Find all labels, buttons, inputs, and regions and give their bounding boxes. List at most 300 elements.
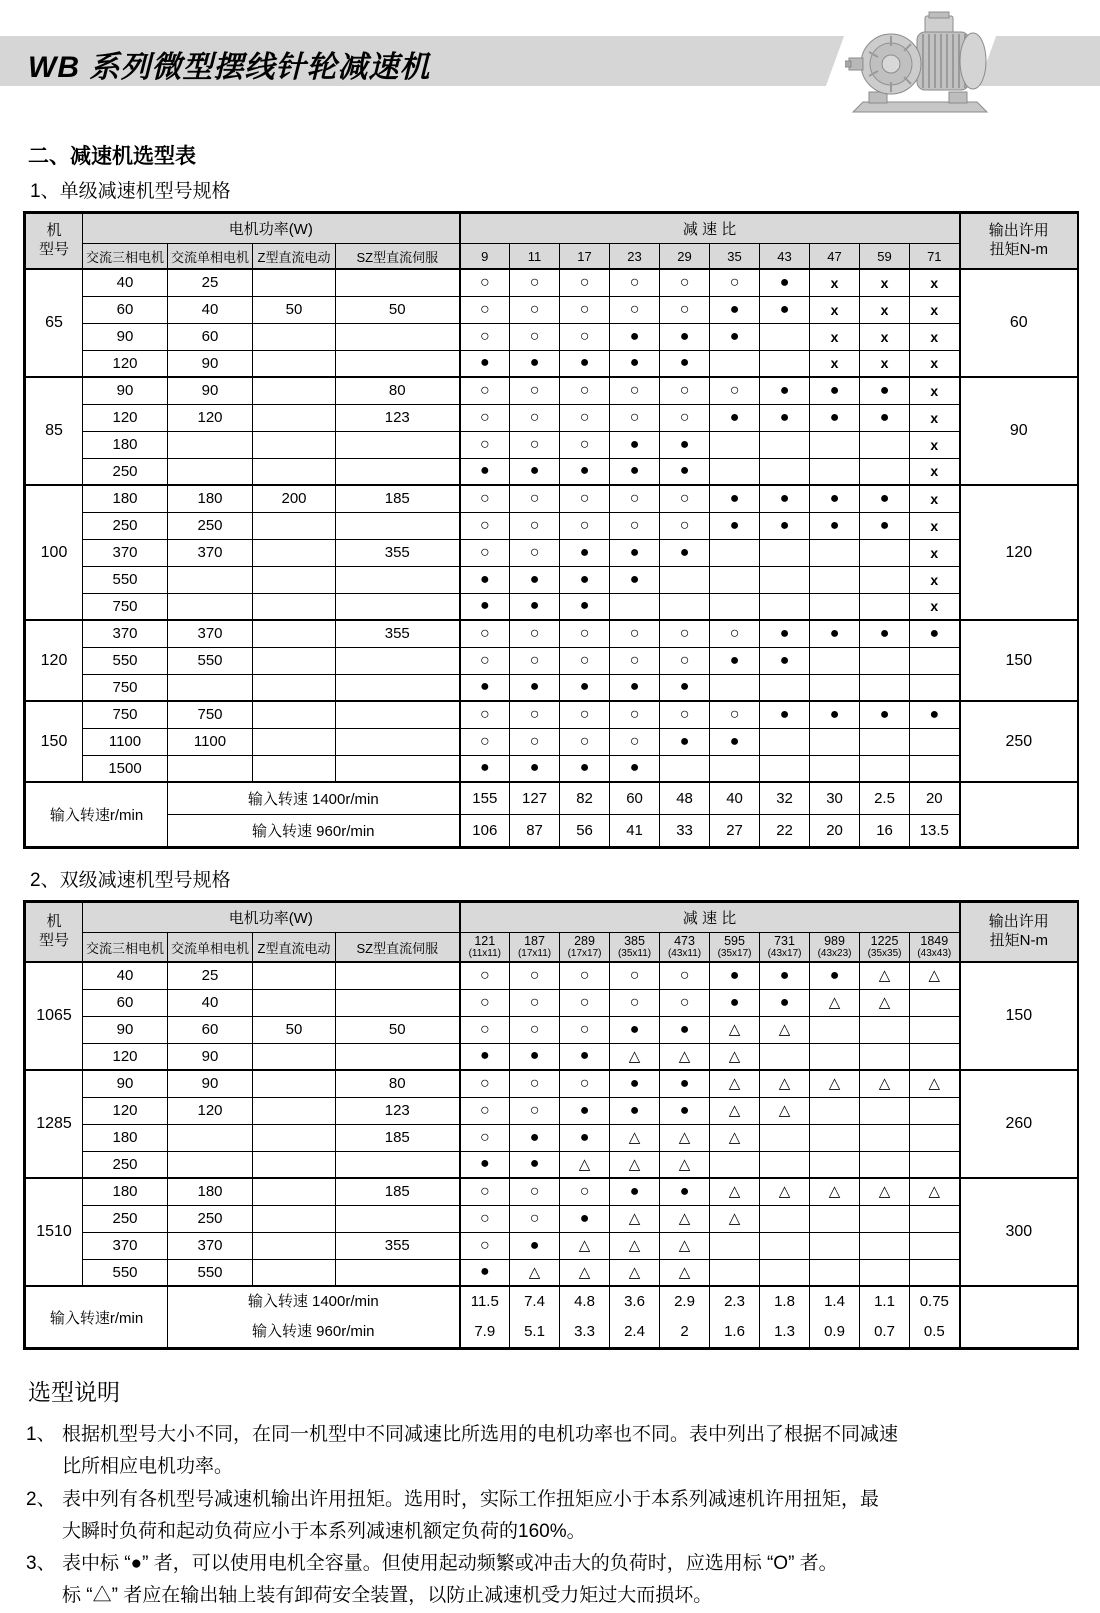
note-line: 表中标 “●” 者，可以使用电机全容量。但使用起动频繁或冲击大的负荷时，应选用标 “O” 者。 — [62, 1553, 838, 1575]
footer-value: 0.7 — [874, 1323, 895, 1340]
mark-cell: ● — [710, 404, 760, 431]
mark-cell: ● — [610, 1097, 660, 1124]
footer-speed-label: 输入转速 960r/min — [252, 1323, 375, 1340]
torque-cell: 150 — [960, 962, 1078, 1070]
torque-cell: 120 — [960, 485, 1078, 620]
table-row — [26, 1151, 1078, 1178]
ratio-col-header: 35 — [710, 244, 760, 270]
power-cell — [336, 350, 460, 377]
mark-cell: ○ — [660, 701, 710, 728]
mark-cell — [760, 1205, 810, 1232]
mark-cell: ○ — [560, 269, 610, 296]
mark-cell — [910, 674, 960, 701]
table2-title: 2、双级减速机型号规格 — [30, 870, 231, 891]
torque-header-line: 扭矩N-m — [989, 241, 1048, 258]
single-stage-table-wrap — [23, 211, 1079, 849]
footer-label-cell: 输入转速r/min — [26, 782, 168, 847]
table-row — [26, 296, 1078, 323]
mark-cell — [860, 566, 910, 593]
mark-cell: ● — [660, 323, 710, 350]
mark-cell: x — [910, 350, 960, 377]
power-cell: 90 — [168, 1070, 253, 1097]
power-cell — [336, 962, 460, 989]
power-cell: 1100 — [83, 728, 168, 755]
torque-header-line: 输出许用 — [988, 913, 1049, 931]
mark-cell: ● — [610, 458, 660, 485]
note-number: 3、 — [26, 1553, 56, 1575]
power-cell: 80 — [336, 1070, 460, 1097]
mark-cell: x — [810, 296, 860, 323]
power-cell: 90 — [83, 1016, 168, 1043]
mark-cell: ● — [660, 1097, 710, 1124]
table-row — [26, 962, 1078, 989]
footer-value: 2.3 — [724, 1293, 745, 1310]
footer-value-cell: 22 — [760, 815, 810, 847]
power-cell — [253, 566, 336, 593]
mark-cell: x — [910, 539, 960, 566]
mark-cell: ○ — [660, 962, 710, 989]
mark-cell: ● — [860, 620, 910, 647]
mark-cell: ○ — [510, 431, 560, 458]
header-row — [26, 214, 1078, 244]
power-cell: 120 — [168, 404, 253, 431]
power-cell — [253, 350, 336, 377]
power-col-header: SZ型直流伺服 — [336, 933, 460, 963]
ratio-formula: (35x11) — [617, 948, 652, 960]
mark-cell: ● — [710, 485, 760, 512]
ratio-col-header: 47 — [810, 244, 860, 270]
footer-value: 11.5 — [470, 1293, 499, 1310]
mark-cell: ● — [860, 701, 910, 728]
mark-cell — [910, 647, 960, 674]
mark-cell: ● — [760, 512, 810, 539]
model-cell: 100 — [26, 485, 83, 620]
note-line: 表中列有各机型号减速机输出许用扭矩。选用时，实际工作扭矩应小于本系列减速机许用扭矩，最 — [62, 1488, 880, 1510]
mark-cell: ● — [460, 350, 510, 377]
footer-value-cell — [560, 1286, 610, 1348]
mark-cell — [810, 647, 860, 674]
table-row — [26, 431, 1078, 458]
mark-cell: x — [910, 485, 960, 512]
power-cell — [336, 269, 460, 296]
mark-cell: △ — [660, 1151, 710, 1178]
mark-cell: ● — [810, 377, 860, 404]
mark-cell: ● — [560, 350, 610, 377]
mark-cell: ○ — [660, 404, 710, 431]
mark-cell: ○ — [560, 404, 610, 431]
footer-value-cell — [760, 1286, 810, 1348]
footer-value: 2 — [680, 1323, 689, 1340]
power-cell: 750 — [83, 701, 168, 728]
mark-cell — [860, 1205, 910, 1232]
power-cell: 50 — [336, 1016, 460, 1043]
power-col-header: Z型直流电动 — [253, 244, 336, 270]
mark-cell: ○ — [510, 269, 560, 296]
mark-cell: ○ — [460, 701, 510, 728]
mark-cell: ● — [610, 323, 660, 350]
torque-cell: 300 — [960, 1178, 1078, 1286]
mark-cell: △ — [510, 1259, 560, 1286]
power-cell: 60 — [168, 1016, 253, 1043]
mark-cell — [710, 350, 760, 377]
mark-cell: △ — [660, 1043, 710, 1070]
mark-cell: ○ — [510, 989, 560, 1016]
mark-cell: ○ — [560, 377, 610, 404]
power-cell — [253, 1043, 336, 1070]
mark-cell: ○ — [510, 377, 560, 404]
mark-cell: △ — [560, 1151, 610, 1178]
model-header-line: 机 — [46, 222, 62, 240]
footer-value-cell: 13.5 — [910, 815, 960, 847]
mark-cell: ● — [860, 512, 910, 539]
header-row — [26, 903, 1078, 933]
mark-cell: ● — [710, 296, 760, 323]
mark-cell: ● — [860, 485, 910, 512]
ratio-col-header — [810, 933, 860, 963]
mark-cell: △ — [860, 989, 910, 1016]
mark-cell: x — [910, 431, 960, 458]
mark-cell: ○ — [610, 512, 660, 539]
mark-cell: ○ — [710, 377, 760, 404]
mark-cell — [860, 728, 910, 755]
mark-cell — [760, 1043, 810, 1070]
ratio-col-header — [760, 933, 810, 963]
mark-cell: ○ — [460, 620, 510, 647]
mark-cell — [810, 1124, 860, 1151]
footer-value-cell — [710, 1286, 760, 1348]
power-cell — [168, 674, 253, 701]
footer-value-cell: 40 — [710, 782, 760, 815]
footer-value: 2.4 — [624, 1323, 645, 1340]
power-cell: 90 — [168, 1043, 253, 1070]
mark-cell: △ — [910, 1178, 960, 1205]
mark-cell: ● — [510, 566, 560, 593]
double-stage-selection-table — [25, 902, 1078, 1348]
mark-cell: ○ — [510, 701, 560, 728]
ratio-formula: (17x17) — [567, 948, 602, 960]
note-item — [26, 1548, 1078, 1613]
footer-value: 0.5 — [923, 1323, 945, 1340]
power-cell: 90 — [83, 1070, 168, 1097]
torque-cell: 150 — [960, 620, 1078, 701]
mark-cell: △ — [610, 1151, 660, 1178]
mark-cell: x — [910, 377, 960, 404]
power-group-header: 电机功率(W) — [83, 903, 460, 933]
mark-cell: ● — [610, 431, 660, 458]
gear-motor-image — [845, 8, 995, 116]
notes-section — [26, 1374, 1078, 1613]
table-row — [26, 701, 1078, 728]
mark-cell: ● — [710, 647, 760, 674]
mark-cell — [810, 1097, 860, 1124]
mark-cell: ○ — [610, 404, 660, 431]
mark-cell: ● — [560, 458, 610, 485]
mark-cell: △ — [610, 1259, 660, 1286]
mark-cell — [810, 1016, 860, 1043]
mark-cell: ○ — [560, 728, 610, 755]
mark-cell: ● — [560, 1043, 610, 1070]
power-cell: 123 — [336, 1097, 460, 1124]
mark-cell: △ — [860, 962, 910, 989]
mark-cell: ○ — [610, 701, 660, 728]
mark-cell — [910, 1097, 960, 1124]
mark-cell: ● — [660, 1178, 710, 1205]
mark-cell: △ — [660, 1259, 710, 1286]
power-cell: 120 — [83, 350, 168, 377]
mark-cell: △ — [910, 962, 960, 989]
mark-cell: ● — [560, 674, 610, 701]
footer-value-cell — [910, 1286, 960, 1348]
power-cell — [336, 431, 460, 458]
power-cell: 355 — [336, 620, 460, 647]
single-stage-selection-table — [25, 213, 1078, 847]
mark-cell — [860, 755, 910, 782]
mark-cell: △ — [660, 1124, 710, 1151]
power-cell: 40 — [168, 296, 253, 323]
header-row — [26, 244, 1078, 270]
power-cell: 120 — [83, 1097, 168, 1124]
power-cell — [253, 962, 336, 989]
ratio-value: 385 — [624, 933, 645, 948]
power-cell: 550 — [83, 1259, 168, 1286]
mark-cell: ○ — [560, 485, 610, 512]
model-cell: 120 — [26, 620, 83, 701]
power-cell — [168, 566, 253, 593]
footer-value-cell — [510, 1286, 560, 1348]
mark-cell: ● — [610, 1016, 660, 1043]
mark-cell: ● — [760, 485, 810, 512]
mark-cell — [910, 728, 960, 755]
power-cell — [253, 1178, 336, 1205]
mark-cell — [710, 458, 760, 485]
mark-cell: ○ — [560, 323, 610, 350]
table-row — [26, 620, 1078, 647]
mark-cell: ● — [710, 323, 760, 350]
mark-cell — [710, 593, 760, 620]
table-row — [26, 566, 1078, 593]
power-cell — [168, 1124, 253, 1151]
power-col-header: 交流三相电机 — [83, 244, 168, 270]
power-col-header: 交流单相电机 — [168, 244, 253, 270]
ratio-formula: (11x11) — [468, 948, 501, 960]
model-cell: 65 — [26, 269, 83, 377]
note-line: 标 “△” 者应在输出轴上装有卸荷安全装置，以防止减速机受力矩过大而损坏。 — [62, 1585, 713, 1607]
mark-cell: ○ — [460, 539, 510, 566]
mark-cell: △ — [610, 1232, 660, 1259]
power-cell — [336, 755, 460, 782]
power-cell: 185 — [336, 1178, 460, 1205]
mark-cell: △ — [710, 1124, 760, 1151]
footer-value-cell: 27 — [710, 815, 760, 847]
mark-cell: ○ — [460, 323, 510, 350]
power-cell: 120 — [168, 1097, 253, 1124]
footer-speed-label-cell: 输入转速 1400r/min — [168, 782, 460, 815]
model-header-line: 机 — [46, 913, 62, 931]
ratio-group-header: 减 速 比 — [460, 903, 960, 933]
mark-cell: x — [860, 350, 910, 377]
power-cell — [336, 1259, 460, 1286]
power-cell: 250 — [168, 512, 253, 539]
power-cell — [336, 674, 460, 701]
power-cell: 370 — [83, 539, 168, 566]
mark-cell: △ — [710, 1178, 760, 1205]
note-line: 比所相应电机功率。 — [62, 1456, 234, 1478]
mark-cell: ● — [460, 755, 510, 782]
mark-cell — [760, 1232, 810, 1259]
power-cell — [253, 1097, 336, 1124]
footer-torque-cell — [960, 1286, 1078, 1348]
footer-value-cell — [860, 1286, 910, 1348]
mark-cell — [810, 458, 860, 485]
mark-cell: △ — [710, 1097, 760, 1124]
power-cell: 550 — [168, 1259, 253, 1286]
footer-value: 3.3 — [574, 1323, 595, 1340]
table-row — [26, 1205, 1078, 1232]
footer-value: 5.1 — [524, 1323, 545, 1340]
ratio-formula: (43x11) — [667, 948, 702, 960]
mark-cell: △ — [760, 1178, 810, 1205]
mark-cell: ● — [910, 620, 960, 647]
mark-cell — [810, 431, 860, 458]
footer-value-cell: 60 — [610, 782, 660, 815]
footer-value-cell: 16 — [860, 815, 910, 847]
mark-cell: ○ — [560, 1016, 610, 1043]
power-cell — [253, 755, 336, 782]
mark-cell — [760, 350, 810, 377]
mark-cell — [760, 1259, 810, 1286]
mark-cell: ○ — [510, 1178, 560, 1205]
power-cell: 370 — [168, 539, 253, 566]
note-text — [62, 1419, 1078, 1484]
mark-cell: ○ — [660, 647, 710, 674]
mark-cell: △ — [610, 1205, 660, 1232]
mark-cell: ○ — [460, 431, 510, 458]
mark-cell — [910, 1259, 960, 1286]
mark-cell — [860, 1151, 910, 1178]
power-cell — [253, 701, 336, 728]
footer-speed-label-cell: 输入转速 960r/min — [168, 815, 460, 847]
footer-value-cell: 155 — [460, 782, 510, 815]
mark-cell: ○ — [510, 728, 560, 755]
footer-value: 3.6 — [624, 1293, 645, 1310]
mark-cell: ○ — [610, 485, 660, 512]
footer-torque-cell — [960, 782, 1078, 847]
mark-cell: ○ — [510, 1097, 560, 1124]
power-col-header: 交流三相电机 — [83, 933, 168, 963]
mark-cell: ● — [760, 620, 810, 647]
mark-cell — [910, 1043, 960, 1070]
power-cell — [336, 593, 460, 620]
power-cell: 90 — [168, 377, 253, 404]
power-cell — [336, 1043, 460, 1070]
table-row — [26, 512, 1078, 539]
mark-cell: ○ — [460, 1178, 510, 1205]
footer-label-cell: 输入转速r/min — [26, 1286, 168, 1348]
mark-cell — [710, 1259, 760, 1286]
mark-cell: ● — [510, 1124, 560, 1151]
footer-row — [26, 815, 1078, 847]
power-cell — [253, 404, 336, 431]
mark-cell: ○ — [510, 647, 560, 674]
mark-cell: ○ — [560, 620, 610, 647]
mark-cell: ● — [810, 512, 860, 539]
mark-cell: ● — [660, 728, 710, 755]
mark-cell: x — [910, 458, 960, 485]
mark-cell — [910, 1232, 960, 1259]
power-cell: 250 — [83, 512, 168, 539]
footer-value-cell: 32 — [760, 782, 810, 815]
table-row — [26, 647, 1078, 674]
footer-value: 1.8 — [774, 1293, 795, 1310]
footer-speed-label: 输入转速 1400r/min — [247, 1293, 379, 1310]
power-cell — [168, 755, 253, 782]
power-cell — [336, 701, 460, 728]
power-cell: 25 — [168, 962, 253, 989]
mark-cell: x — [910, 593, 960, 620]
power-cell — [253, 512, 336, 539]
power-cell: 60 — [83, 296, 168, 323]
mark-cell — [860, 1232, 910, 1259]
footer-value-cell: 127 — [510, 782, 560, 815]
torque-cell: 250 — [960, 701, 1078, 782]
mark-cell: ○ — [610, 728, 660, 755]
mark-cell: △ — [860, 1070, 910, 1097]
ratio-col-header: 43 — [760, 244, 810, 270]
mark-cell: ○ — [560, 512, 610, 539]
ratio-col-header — [710, 933, 760, 963]
header-banner — [0, 0, 1100, 118]
ratio-col-header — [560, 933, 610, 963]
note-number: 2、 — [26, 1488, 56, 1510]
mark-cell — [760, 1151, 810, 1178]
power-cell — [253, 1205, 336, 1232]
torque-cell: 90 — [960, 377, 1078, 485]
mark-cell: ● — [760, 377, 810, 404]
power-cell — [336, 728, 460, 755]
mark-cell: ○ — [510, 323, 560, 350]
mark-cell: ○ — [460, 1205, 510, 1232]
footer-value: 7.9 — [474, 1323, 496, 1340]
power-cell — [253, 323, 336, 350]
header-row — [26, 933, 1078, 963]
mark-cell: ● — [460, 566, 510, 593]
ratio-value: 187 — [524, 933, 545, 948]
note-number: 1、 — [26, 1424, 56, 1445]
mark-cell — [610, 593, 660, 620]
mark-cell: ● — [810, 485, 860, 512]
power-cell — [253, 269, 336, 296]
power-cell: 750 — [168, 701, 253, 728]
table-row — [26, 1178, 1078, 1205]
mark-cell: x — [860, 323, 910, 350]
mark-cell — [810, 1259, 860, 1286]
mark-cell: ● — [610, 566, 660, 593]
page-title: WB 系列微型摆线针轮减速机 — [28, 51, 431, 84]
mark-cell: △ — [760, 1097, 810, 1124]
mark-cell — [710, 755, 760, 782]
mark-cell — [710, 674, 760, 701]
power-cell — [336, 458, 460, 485]
power-cell: 180 — [83, 1124, 168, 1151]
power-cell — [253, 728, 336, 755]
mark-cell: △ — [710, 1205, 760, 1232]
mark-cell: ● — [560, 539, 610, 566]
mark-cell: ○ — [510, 1016, 560, 1043]
power-cell: 355 — [336, 1232, 460, 1259]
note-item — [26, 1419, 1078, 1484]
power-cell: 550 — [83, 566, 168, 593]
mark-cell: ○ — [660, 989, 710, 1016]
